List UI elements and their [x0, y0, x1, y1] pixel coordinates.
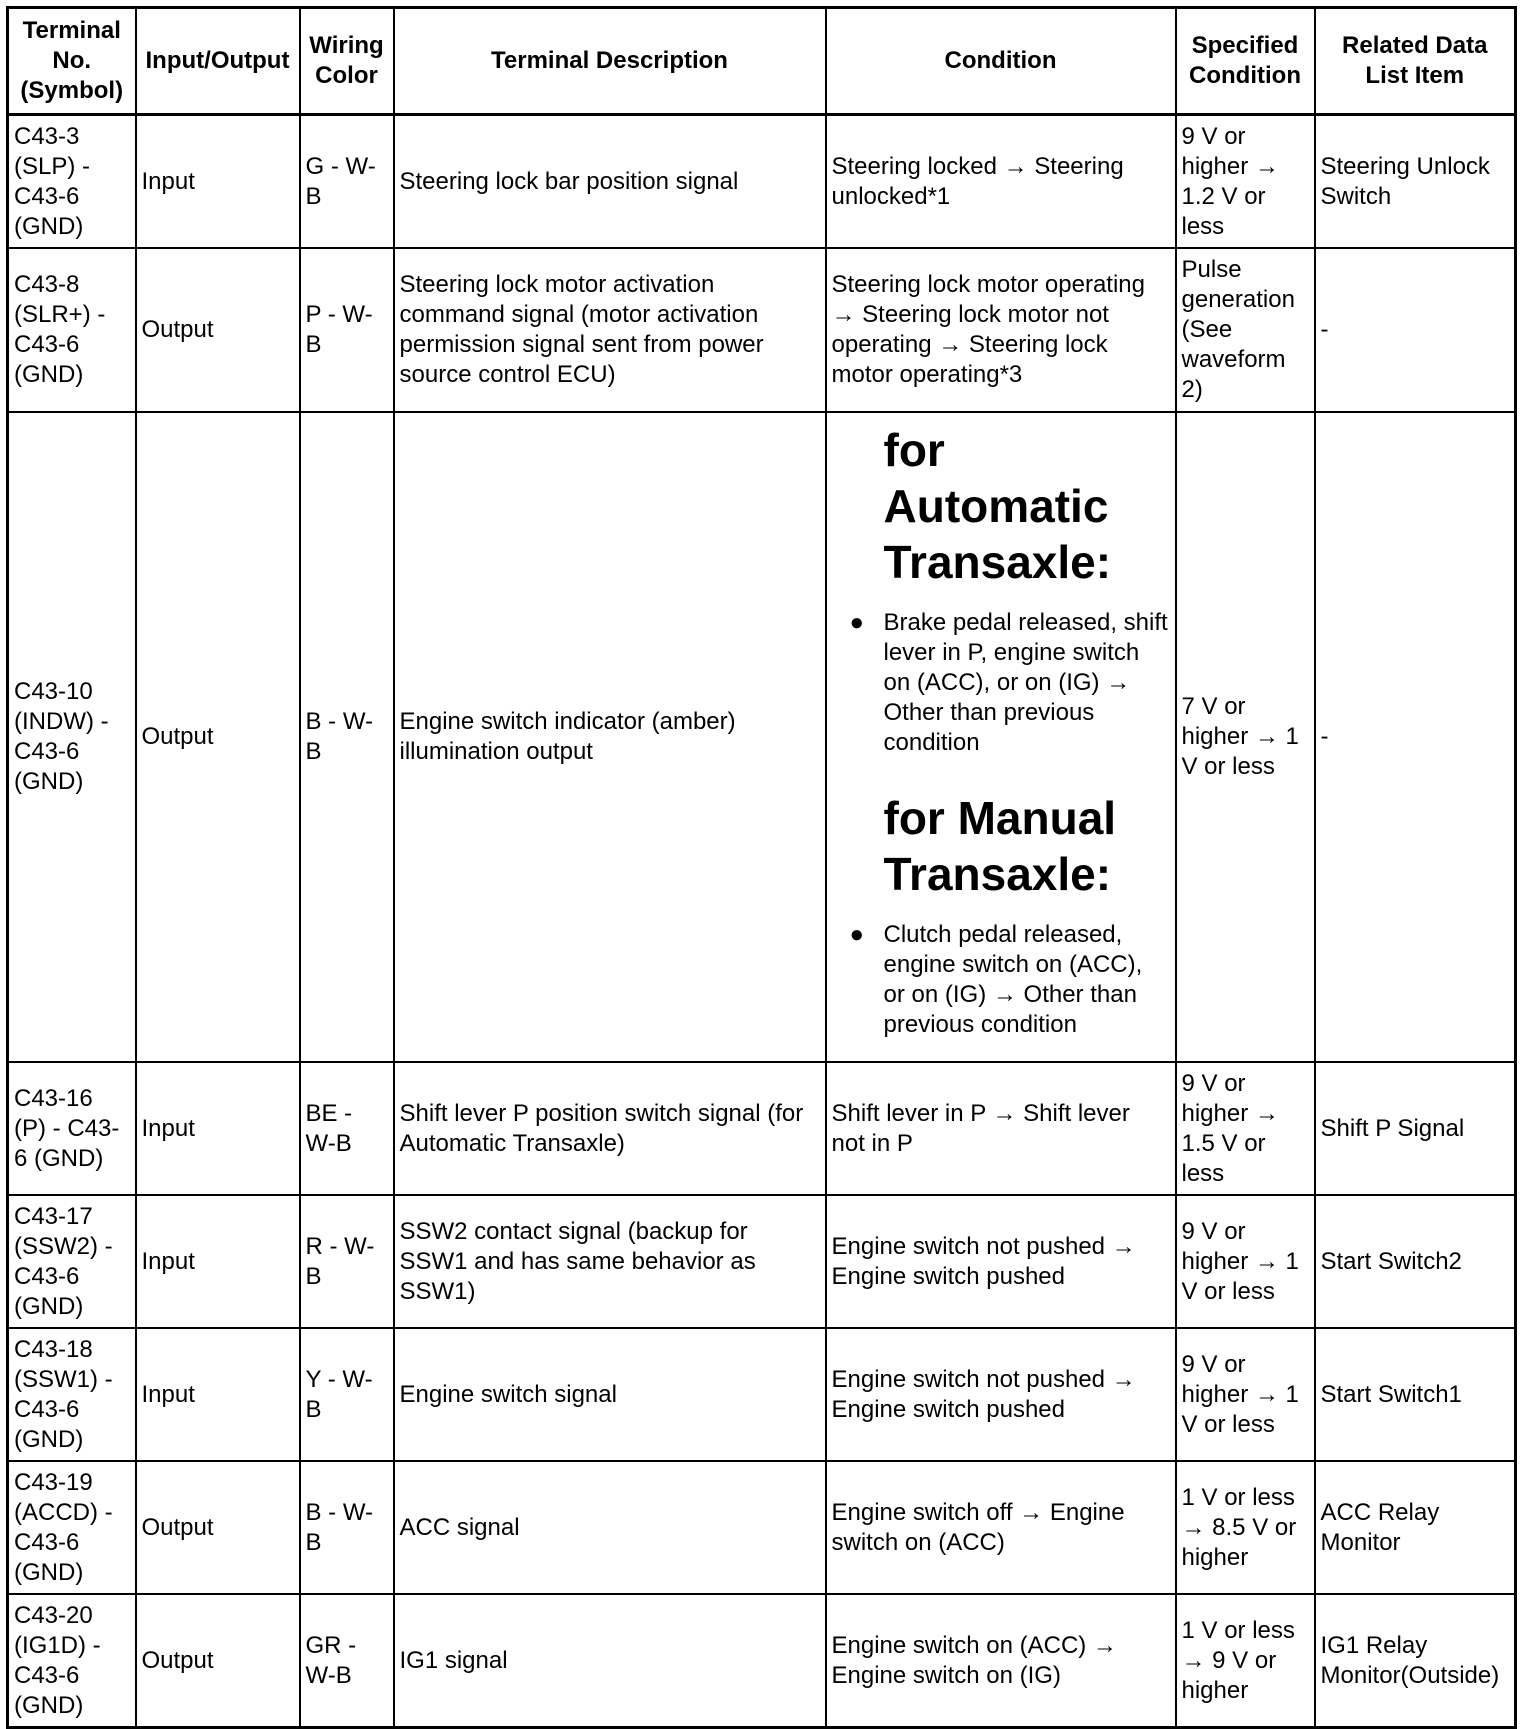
description-cell: Steering lock motor activation command signal (motor activation permission signal sent from power source control ECU) [394, 248, 826, 412]
terminal-cell: C43-16 (P) - C43-6 (GND) [8, 1062, 136, 1195]
io-cell: Input [136, 1195, 300, 1328]
bullet-icon: ● [849, 921, 864, 948]
wiring-cell: R - W-B [300, 1195, 394, 1328]
io-cell: Output [136, 412, 300, 1062]
terminal-table [6, 6, 1517, 1729]
io-cell: Input [136, 115, 300, 249]
related-cell: Start Switch1 [1315, 1328, 1516, 1461]
io-cell: Output [136, 1461, 300, 1594]
specified-cell: 7 V or higher → 1 V or less [1176, 412, 1315, 1062]
terminal-cell: C43-19 (ACCD) - C43-6 (GND) [8, 1461, 136, 1594]
related-cell: - [1315, 248, 1516, 412]
related-cell: ACC Relay Monitor [1315, 1461, 1516, 1594]
related-cell: - [1315, 412, 1516, 1062]
specified-cell: 9 V or higher → 1.2 V or less [1176, 115, 1315, 249]
io-cell: Input [136, 1062, 300, 1195]
description-cell: Engine switch signal [394, 1328, 826, 1461]
wiring-cell: GR - W-B [300, 1594, 394, 1728]
condition-cell: Engine switch off → Engine switch on (ACC) [826, 1461, 1176, 1594]
condition-cell: Shift lever in P → Shift lever not in P [826, 1062, 1176, 1195]
related-cell: Shift P Signal [1315, 1062, 1516, 1195]
specified-cell: 9 V or higher → 1 V or less [1176, 1195, 1315, 1328]
table-row [8, 115, 1516, 249]
condition-cell: Engine switch not pushed → Engine switch pushed [826, 1195, 1176, 1328]
io-cell: Output [136, 248, 300, 412]
list-item [849, 920, 1170, 1040]
wiring-cell: B - W-B [300, 412, 394, 1062]
condition-block-manual [832, 790, 1170, 1040]
condition-cell [826, 412, 1176, 1062]
specified-cell: 9 V or higher → 1.5 V or less [1176, 1062, 1315, 1195]
description-cell: SSW2 contact signal (backup for SSW1 and has same behavior as SSW1) [394, 1195, 826, 1328]
specified-cell: 9 V or higher → 1 V or less [1176, 1328, 1315, 1461]
condition-cell: Engine switch on (ACC) → Engine switch on (IG) [826, 1594, 1176, 1728]
header-input-output: Input/Output [136, 8, 300, 115]
header-terminal: Terminal No. (Symbol) [8, 8, 136, 115]
condition-cell: Engine switch not pushed → Engine switch pushed [826, 1328, 1176, 1461]
terminal-cell: C43-3 (SLP) - C43-6 (GND) [8, 115, 136, 249]
description-cell: ACC signal [394, 1461, 826, 1594]
io-cell: Input [136, 1328, 300, 1461]
description-cell: Shift lever P position switch signal (for Automatic Transaxle) [394, 1062, 826, 1195]
io-cell: Output [136, 1594, 300, 1728]
related-cell: Steering Unlock Switch [1315, 115, 1516, 249]
description-cell: Steering lock bar position signal [394, 115, 826, 249]
description-cell: Engine switch indicator (amber) illumination output [394, 412, 826, 1062]
condition-list [832, 920, 1170, 1040]
header-condition: Condition [826, 8, 1176, 115]
condition-cell: Steering locked → Steering unlocked*1 [826, 115, 1176, 249]
bullet-icon: ● [849, 609, 864, 636]
table-row [8, 1062, 1516, 1195]
specified-cell: 1 V or less → 9 V or higher [1176, 1594, 1315, 1728]
condition-text: Clutch pedal released, engine switch on (ACC), or on (IG) → Other than previous condition [883, 921, 1143, 1038]
condition-heading: for Manual Transaxle: [883, 792, 1117, 900]
header-wiring-color: Wiring Color [300, 8, 394, 115]
terminal-cell: C43-20 (IG1D) - C43-6 (GND) [8, 1594, 136, 1728]
header-related-data: Related Data List Item [1315, 8, 1516, 115]
header-row [8, 8, 1516, 115]
table-row [8, 1195, 1516, 1328]
table-row [8, 1328, 1516, 1461]
table-row [8, 412, 1516, 1062]
terminal-cell: C43-10 (INDW) - C43-6 (GND) [8, 412, 136, 1062]
specified-cell: 1 V or less → 8.5 V or higher [1176, 1461, 1315, 1594]
wiring-cell: P - W-B [300, 248, 394, 412]
condition-list [832, 608, 1170, 758]
header-terminal-description: Terminal Description [394, 8, 826, 115]
description-cell: IG1 signal [394, 1594, 826, 1728]
list-item [849, 608, 1170, 758]
wiring-cell: G - W-B [300, 115, 394, 249]
wiring-cell: Y - W-B [300, 1328, 394, 1461]
related-cell: Start Switch2 [1315, 1195, 1516, 1328]
terminal-cell: C43-18 (SSW1) - C43-6 (GND) [8, 1328, 136, 1461]
condition-cell: Steering lock motor operating → Steering lock motor not operating → Steering lock motor operating*3 [826, 248, 1176, 412]
table-row [8, 248, 1516, 412]
wiring-cell: BE - W-B [300, 1062, 394, 1195]
specified-cell: Pulse generation (See waveform 2) [1176, 248, 1315, 412]
condition-heading: for Automatic Transaxle: [883, 424, 1112, 588]
related-cell: IG1 Relay Monitor(Outside) [1315, 1594, 1516, 1728]
header-specified-condition: Specified Condition [1176, 8, 1315, 115]
terminal-cell: C43-17 (SSW2) - C43-6 (GND) [8, 1195, 136, 1328]
terminal-cell: C43-8 (SLR+) - C43-6 (GND) [8, 248, 136, 412]
table-row [8, 1594, 1516, 1728]
wiring-cell: B - W-B [300, 1461, 394, 1594]
condition-text: Brake pedal released, shift lever in P, engine switch on (ACC), or on (IG) → Other than previous condition [883, 609, 1168, 756]
table-row [8, 1461, 1516, 1594]
condition-block-automatic [832, 422, 1170, 758]
